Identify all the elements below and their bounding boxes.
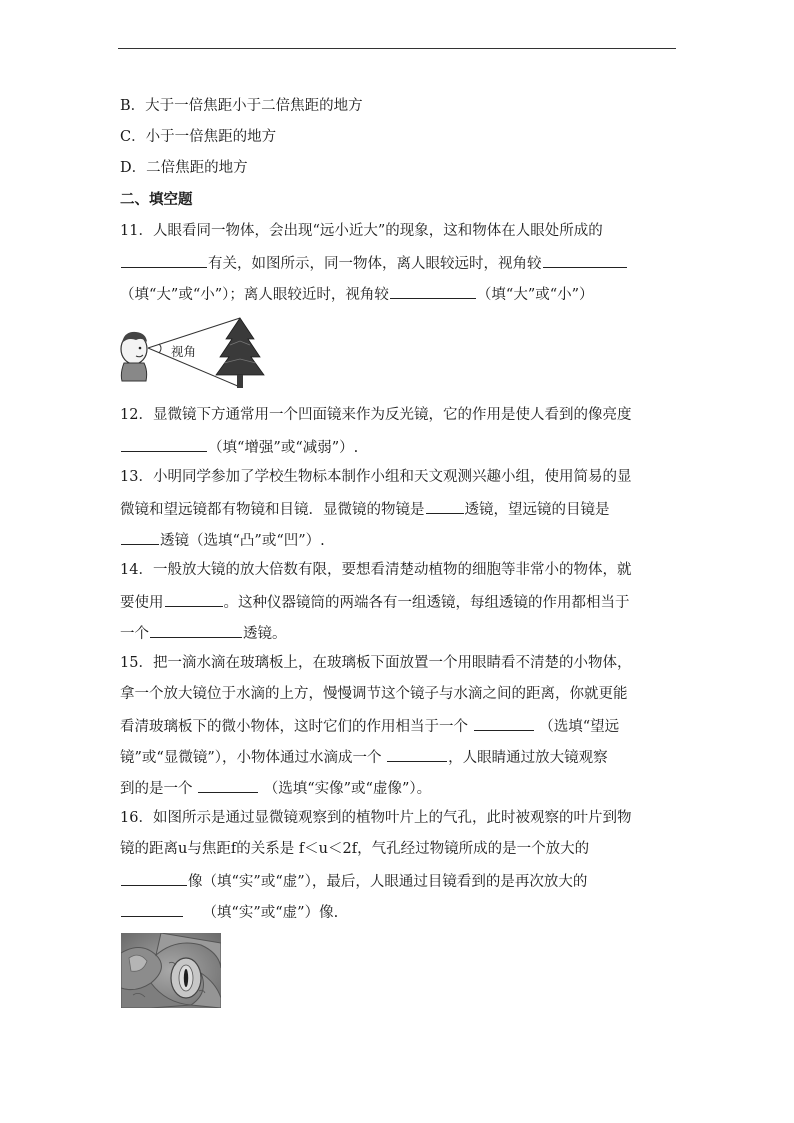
q13-line-2	[120, 498, 610, 520]
q14-line-3	[120, 622, 287, 644]
q16-line-1: 16．如图所示是通过显微镜观察到的植物叶片上的气孔，此时被观察的叶片到物	[120, 810, 632, 826]
q16-text: （填“实”或“虚”）像.	[202, 905, 339, 921]
header-rule	[118, 48, 676, 49]
q16-line-4	[120, 901, 338, 923]
q12-line-2	[120, 436, 358, 458]
answer-blank	[121, 436, 207, 452]
person-icon	[121, 332, 147, 381]
q14-text: 。这种仪器镜筒的两端各有一组透镜，每组透镜的作用都相当于	[223, 595, 630, 611]
answer-blank	[543, 252, 627, 268]
q15-text: （选填“实像”或“虚像”）。	[263, 781, 432, 797]
answer-blank	[474, 715, 534, 731]
visual-angle-figure	[118, 315, 278, 391]
q11-text: （填“大”或“小”）	[476, 287, 594, 303]
answer-blank	[121, 870, 187, 886]
answer-blank	[390, 283, 476, 299]
q14-line-1: 14．一般放大镜的放大倍数有限，要想看清楚动植物的细胞等非常小的物体，就	[120, 562, 632, 578]
tree-icon	[216, 318, 264, 388]
stomata-micrograph	[121, 933, 221, 1008]
q11-text: （填“大”或“小”）；离人眼较近时，视角较	[120, 287, 389, 303]
q11-line-1: 11．人眼看同一物体，会出现“远小近大”的现象，这和物体在人眼处所成的	[120, 223, 603, 239]
q16-line-2: 镜的距离u与焦距f的关系是 f＜u＜2f，气孔经过物镜所成的是一个放大的	[120, 841, 590, 857]
answer-blank	[121, 901, 183, 917]
q14-line-2	[120, 591, 630, 613]
answer-blank	[121, 252, 207, 268]
q15-text: 到的是一个	[120, 781, 193, 797]
q14-text: 透镜。	[243, 626, 287, 642]
q13-text: 微镜和望远镜都有物镜和目镜．显微镜的物镜是	[120, 502, 425, 518]
q14-text: 一个	[120, 626, 149, 642]
visual-angle-label: 视角	[171, 344, 197, 359]
option-c: C．小于一倍焦距的地方	[120, 129, 277, 145]
q15-text: （选填“望远	[539, 719, 620, 735]
q15-text: 镜”或“显微镜”），小物体通过水滴成一个	[120, 750, 382, 766]
answer-blank	[426, 498, 464, 514]
q11-line-2	[120, 252, 628, 274]
answer-blank	[198, 777, 258, 793]
q15-line-2: 拿一个放大镜位于水滴的上方，慢慢调节这个镜子与水滴之间的距离，你就更能	[120, 686, 628, 702]
section-title: 二、填空题	[120, 191, 193, 208]
option-d: D．二倍焦距的地方	[120, 160, 248, 176]
answer-blank	[165, 591, 223, 607]
q13-text: 透镜，望远镜的目镜是	[464, 502, 610, 518]
stomata-image	[121, 933, 221, 1008]
q13-line-1: 13．小明同学参加了学校生物标本制作小组和天文观测兴趣小组，使用简易的显	[120, 469, 632, 485]
q14-text: 要使用	[120, 595, 164, 611]
q11-line-3	[120, 283, 594, 305]
q12-text: （填“增强”或“减弱”）.	[208, 440, 359, 456]
q15-text: 看清玻璃板下的微小物体，这时它们的作用相当于一个	[120, 719, 468, 735]
q11-text: 有关，如图所示，同一物体，离人眼较远时，视角较	[208, 256, 542, 272]
q15-line-4	[120, 746, 608, 768]
q16-text: 像（填“实”或“虚”），最后，人眼通过目镜看到的是再次放大的	[188, 874, 588, 890]
q13-line-3	[120, 529, 325, 551]
q12-line-1: 12．显微镜下方通常用一个凹面镜来作为反光镜，它的作用是使人看到的像亮度	[120, 407, 632, 423]
q15-line-3	[120, 715, 619, 737]
answer-blank	[121, 529, 159, 545]
q15-text: ，人眼睛通过放大镜观察	[448, 750, 608, 766]
q15-line-5	[120, 777, 431, 799]
q15-line-1: 15．把一滴水滴在玻璃板上，在玻璃板下面放置一个用眼睛看不清楚的小物体，	[120, 655, 632, 671]
answer-blank	[150, 622, 242, 638]
q13-text: 透镜（选填“凸”或“凹”）.	[160, 533, 325, 549]
answer-blank	[387, 746, 447, 762]
q16-line-3	[120, 870, 587, 892]
option-b: B．大于一倍焦距小于二倍焦距的地方	[120, 98, 363, 114]
visual-angle-diagram	[118, 315, 278, 391]
